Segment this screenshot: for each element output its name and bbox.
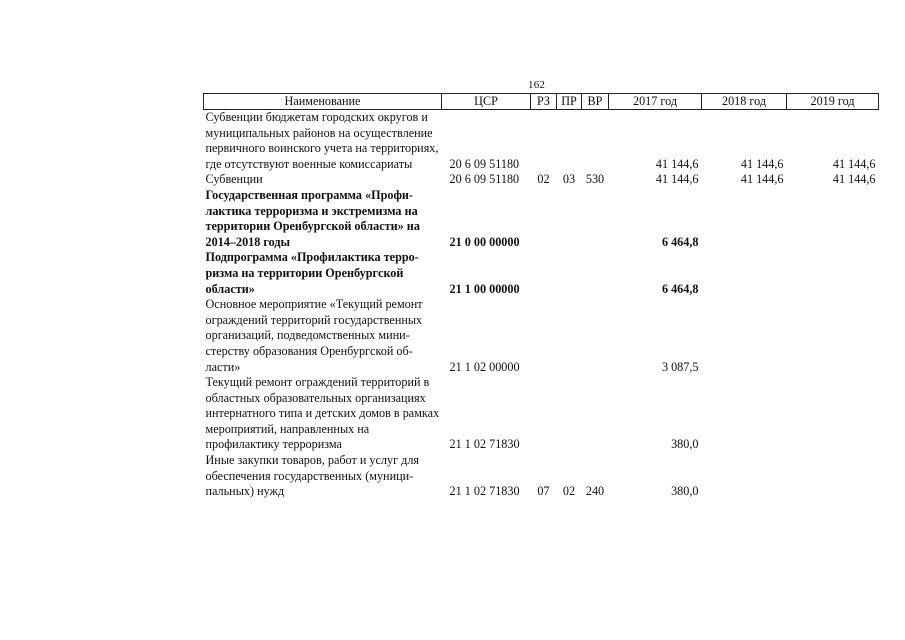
cell-2018: 41 144,6 bbox=[740, 156, 784, 171]
cell-csr: 21 1 02 71830 bbox=[449, 437, 520, 452]
cell-2017: 6 464,8 bbox=[661, 234, 699, 249]
cell-rz bbox=[531, 250, 557, 297]
cell-2019 bbox=[787, 297, 879, 375]
header-2019: 2019 год bbox=[787, 94, 879, 110]
cell-2019 bbox=[787, 188, 879, 250]
table-row bbox=[204, 172, 879, 188]
cell-2019 bbox=[787, 250, 879, 297]
cell-pr bbox=[557, 375, 582, 453]
cell-2018: 41 144,6 bbox=[740, 172, 784, 187]
table-header-row bbox=[204, 94, 879, 110]
cell-2019 bbox=[787, 453, 879, 500]
cell-name: Субвенции бюджетам городских округов и муниципальных районов на осуществление первичного воинского учета на территориях, где отсутствуют военные комиссариаты bbox=[205, 110, 439, 171]
cell-2017: 3 087,5 bbox=[661, 359, 699, 374]
cell-2018 bbox=[702, 375, 787, 453]
cell-rz: 02 bbox=[537, 172, 550, 187]
cell-vr bbox=[582, 188, 609, 250]
table-body bbox=[204, 110, 879, 500]
cell-csr: 20 6 09 51180 bbox=[449, 156, 520, 171]
cell-vr: 530 bbox=[585, 172, 605, 187]
cell-name: Иные закупки товаров, работ и услуг для обеспечения государственных (муниципальных) нужд bbox=[205, 453, 420, 499]
cell-rz: 07 bbox=[537, 484, 550, 499]
cell-2018 bbox=[702, 297, 787, 375]
cell-name: Государственная программа «Профилактика терроризма и экстремизма на территории Оренбургской области» на 2014–2018 годы bbox=[205, 187, 420, 249]
table-row bbox=[204, 453, 879, 500]
cell-vr bbox=[582, 110, 609, 173]
cell-csr: 21 0 00 00000 bbox=[449, 234, 520, 249]
cell-rz bbox=[531, 375, 557, 453]
table-row bbox=[204, 110, 879, 173]
cell-2017: 380,0 bbox=[671, 484, 699, 499]
cell-csr: 21 1 02 71830 bbox=[449, 484, 520, 499]
cell-csr: 21 1 00 00000 bbox=[449, 281, 520, 296]
cell-2017: 6 464,8 bbox=[661, 281, 699, 296]
header-pr: ПР bbox=[557, 94, 582, 110]
header-2018: 2018 год bbox=[702, 94, 787, 110]
cell-vr bbox=[582, 375, 609, 453]
budget-table bbox=[203, 93, 879, 500]
cell-name: Подпрограмма «Профилактика терроризма на территории Оренбургской области» bbox=[205, 250, 419, 296]
cell-rz bbox=[531, 297, 557, 375]
header-2017: 2017 год bbox=[609, 94, 702, 110]
table-row bbox=[204, 188, 879, 250]
cell-2019 bbox=[787, 375, 879, 453]
cell-2018 bbox=[702, 188, 787, 250]
cell-name: Субвенции bbox=[205, 172, 263, 187]
cell-rz bbox=[531, 110, 557, 173]
cell-pr bbox=[557, 188, 582, 250]
cell-name: Текущий ремонт ограждений территорий в областных образовательных организациях интернатного типа и детских домов в рамках мероприятий, направленных на профилактику терроризма bbox=[205, 375, 440, 452]
table-row bbox=[204, 250, 879, 297]
cell-csr: 21 1 02 00000 bbox=[449, 359, 520, 374]
cell-2019: 41 144,6 bbox=[832, 172, 876, 187]
cell-pr bbox=[557, 110, 582, 173]
cell-name: Основное мероприятие «Текущий ремонт ограждений территорий государственных организаций, подведомственных министерству образования Оренбургской области» bbox=[205, 297, 423, 374]
cell-vr: 240 bbox=[585, 484, 605, 499]
cell-pr bbox=[557, 250, 582, 297]
cell-vr bbox=[582, 297, 609, 375]
table-header bbox=[204, 94, 879, 110]
cell-pr: 02 bbox=[562, 484, 576, 499]
cell-pr: 03 bbox=[562, 172, 576, 187]
cell-2017: 380,0 bbox=[671, 437, 699, 452]
cell-vr bbox=[582, 250, 609, 297]
cell-2018 bbox=[702, 453, 787, 500]
cell-2019: 41 144,6 bbox=[832, 156, 876, 171]
cell-pr bbox=[557, 297, 582, 375]
header-csr: ЦСР bbox=[442, 94, 531, 110]
cell-2017: 41 144,6 bbox=[655, 172, 699, 187]
header-vr: ВР bbox=[582, 94, 609, 110]
page-number: 162 bbox=[528, 79, 546, 91]
cell-2017: 41 144,6 bbox=[655, 156, 699, 171]
header-name: Наименование bbox=[204, 94, 442, 110]
cell-csr: 20 6 09 51180 bbox=[449, 172, 520, 187]
cell-2018 bbox=[702, 250, 787, 297]
table-row bbox=[204, 297, 879, 375]
header-rz: РЗ bbox=[531, 94, 557, 110]
table-row bbox=[204, 375, 879, 453]
cell-rz bbox=[531, 188, 557, 250]
